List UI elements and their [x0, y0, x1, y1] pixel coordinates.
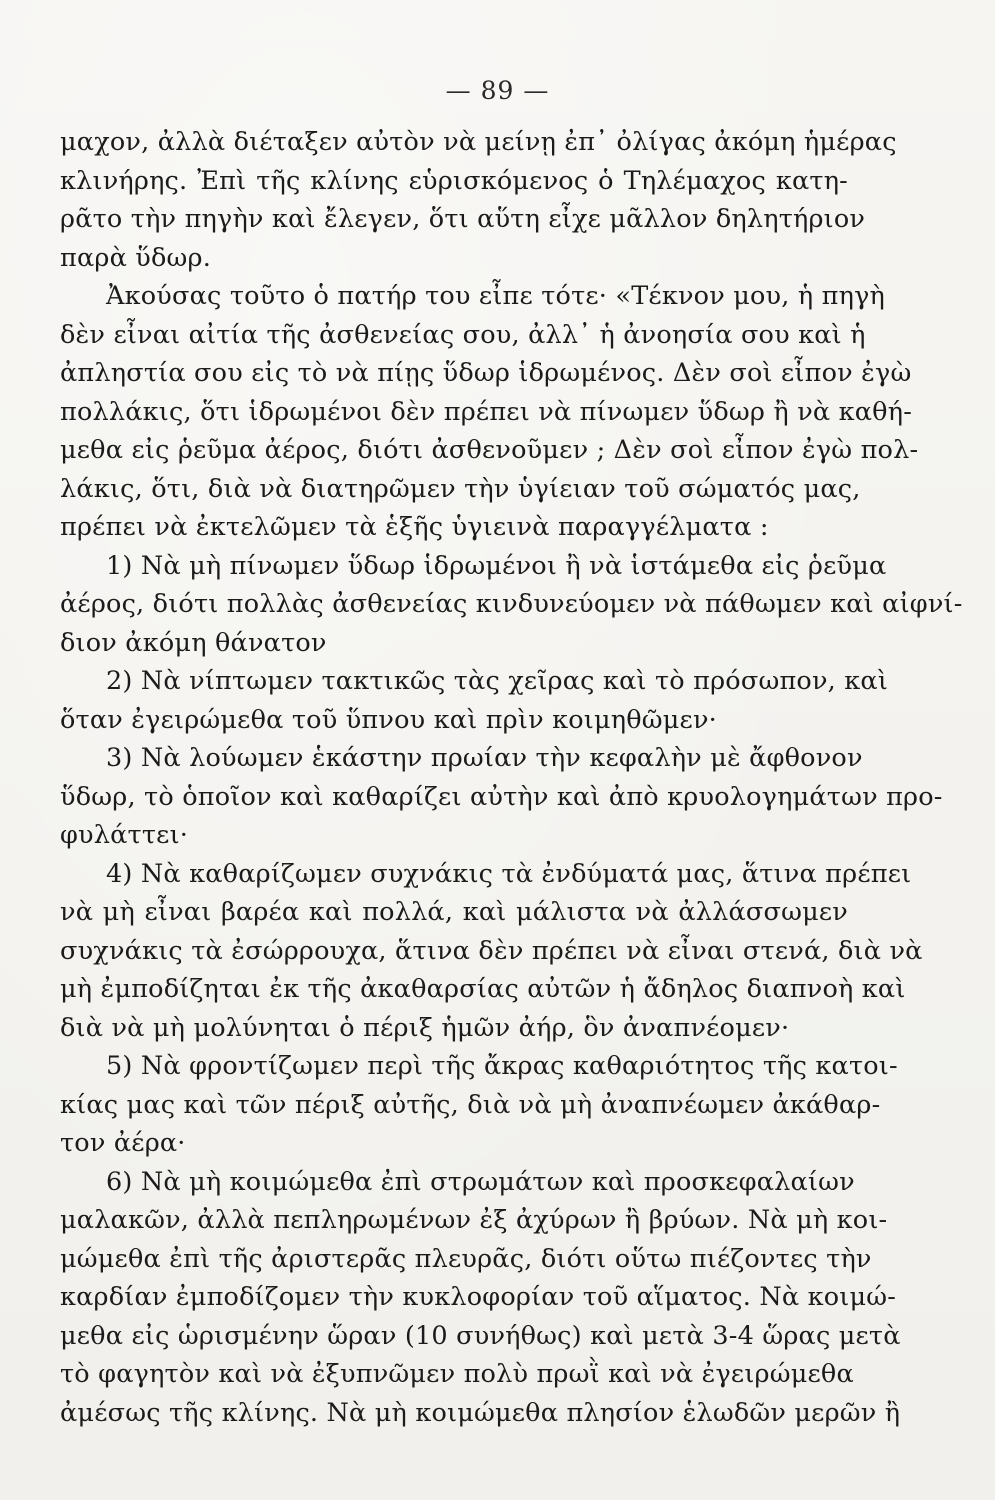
text-line: διὰ νὰ μὴ μολύνηται ὁ πέριξ ἡμῶν ἀήρ, ὃν ἀναπνέομεν· [60, 1012, 790, 1043]
text-line: ὕδωρ, τὸ ὁποῖον καὶ καθαρίζει αὐτὴν καὶ ἀπὸ κρυολογημάτων προ- [60, 781, 943, 812]
text-line: ὅταν ἐγειρώμεθα τοῦ ὕπνου καὶ πρὶν κοιμηθῶμεν· [60, 704, 717, 735]
text-line: 4) Νὰ καθαρίζωμεν συχνάκις τὰ ἐνδύματά μας, ἅτινα πρέπει [106, 858, 912, 889]
text-line: κλινήρης. Ἐπὶ τῆς κλίνης εὑρισκόμενος ὁ Τηλέμαχος κατη- [60, 165, 848, 196]
text-line: ρᾶτο τὴν πηγὴν καὶ ἔλεγεν, ὅτι αὕτη εἶχε μᾶλλον δηλητήριον [60, 204, 866, 234]
text-line: μὴ ἐμποδίζηται ἐκ τῆς ἀκαθαρσίας αὐτῶν ἡ ἄδηλος διαπνοὴ καὶ [60, 974, 906, 1004]
text-line: μώμεθα ἐπὶ τῆς ἀριστερᾶς πλευρᾶς, διότι οὕτω πιέζοντες τὴν [60, 1243, 872, 1274]
text-line: Ἀκούσας τοῦτο ὁ πατήρ του εἶπε τότε· «Τέκνον μου, ἡ πηγὴ [106, 281, 886, 311]
text-line: ἀπληστία σου εἰς τὸ νὰ πίῃς ὕδωρ ἱδρωμένος. Δὲν σοὶ εἶπον ἐγὼ [60, 358, 912, 388]
text-line: 6) Νὰ μὴ κοιμώμεθα ἐπὶ στρωμάτων καὶ προσκεφαλαίων [106, 1166, 855, 1197]
text-line: συχνάκις τὰ ἐσώρρουχα, ἅτινα δὲν πρέπει νὰ εἶναι στενά, διὰ νὰ [60, 935, 923, 966]
text-line: κίας μας καὶ τῶν πέριξ αὐτῆς, διὰ νὰ μὴ ἀναπνέωμεν ἀκάθαρ- [60, 1089, 881, 1120]
text-line: μαχον, ἀλλὰ διέταξεν αὐτὸν νὰ μείνῃ ἐπ᾽ ὀλίγας ἀκόμη ἡμέρας [60, 127, 897, 157]
text-line: πρέπει νὰ ἐκτελῶμεν τὰ ἑξῆς ὑγιεινὰ παραγγέλματα : [60, 512, 769, 542]
text-line: φυλάττει· [60, 820, 189, 850]
text-line: 3) Νὰ λούωμεν ἑκάστην πρωίαν τὴν κεφαλὴν μὲ ἄφθονον [106, 743, 863, 773]
text-line: καρδίαν ἐμποδίζομεν τὴν κυκλοφορίαν τοῦ αἵματος. Νὰ κοιμώ- [60, 1282, 897, 1312]
text-line: 1) Νὰ μὴ πίνωμεν ὕδωρ ἱδρωμένοι ἢ νὰ ἱστάμεθα εἰς ῥεῦμα [106, 550, 887, 581]
text-line: μεθα εἰς ὡρισμένην ὥραν (10 συνήθως) καὶ μετὰ 3-4 ὥρας μετὰ [60, 1320, 901, 1351]
text-line: παρὰ ὕδωρ. [60, 242, 212, 273]
text-line: δὲν εἶναι αἰτία τῆς ἀσθενείας σου, ἀλλ᾽ ἡ ἀνοησία σου καὶ ἡ [60, 319, 866, 350]
text-line: ἀέρος, διότι πολλὰς ἀσθενείας κινδυνεύομεν νὰ πάθωμεν καὶ αἰφνί- [60, 589, 963, 619]
text-line: διον ἀκόμη θάνατον [60, 627, 327, 658]
text-line: ἀμέσως τῆς κλίνης. Νὰ μὴ κοιμώμεθα πλησίον ἑλωδῶν μερῶν ἢ [60, 1397, 901, 1428]
text-line: νὰ μὴ εἶναι βαρέα καὶ πολλά, καὶ μάλιστα νὰ ἀλλάσσωμεν [60, 897, 848, 927]
text-line: τον ἀέρα· [60, 1128, 186, 1158]
text-line: πολλάκις, ὅτι ἱδρωμένοι δὲν πρέπει νὰ πίνωμεν ὕδωρ ἢ νὰ καθή- [60, 396, 913, 427]
text-line: μεθα εἰς ῥεῦμα ἀέρος, διότι ἀσθενοῦμεν ; Δὲν σοὶ εἶπον ἐγὼ πολ- [60, 435, 919, 465]
page-number: — 89 — [445, 76, 550, 105]
text-line: 5) Νὰ φροντίζωμεν περὶ τῆς ἄκρας καθαριότητος τῆς κατοι- [106, 1051, 898, 1081]
text-line: τὸ φαγητὸν καὶ νὰ ἐξυπνῶμεν πολὺ πρωῒ καὶ νὰ ἐγειρώμεθα [60, 1359, 854, 1389]
text-line: λάκις, ὅτι, διὰ νὰ διατηρῶμεν τὴν ὑγίειαν τοῦ σώματός μας, [60, 473, 861, 504]
body-text [60, 123, 963, 1432]
text-line: μαλακῶν, ἀλλὰ πεπληρωμένων ἐξ ἀχύρων ἢ βρύων. Νὰ μὴ κοι- [60, 1205, 888, 1235]
text-line: 2) Νὰ νίπτωμεν τακτικῶς τὰς χεῖρας καὶ τὸ πρόσωπον, καὶ [106, 666, 889, 696]
